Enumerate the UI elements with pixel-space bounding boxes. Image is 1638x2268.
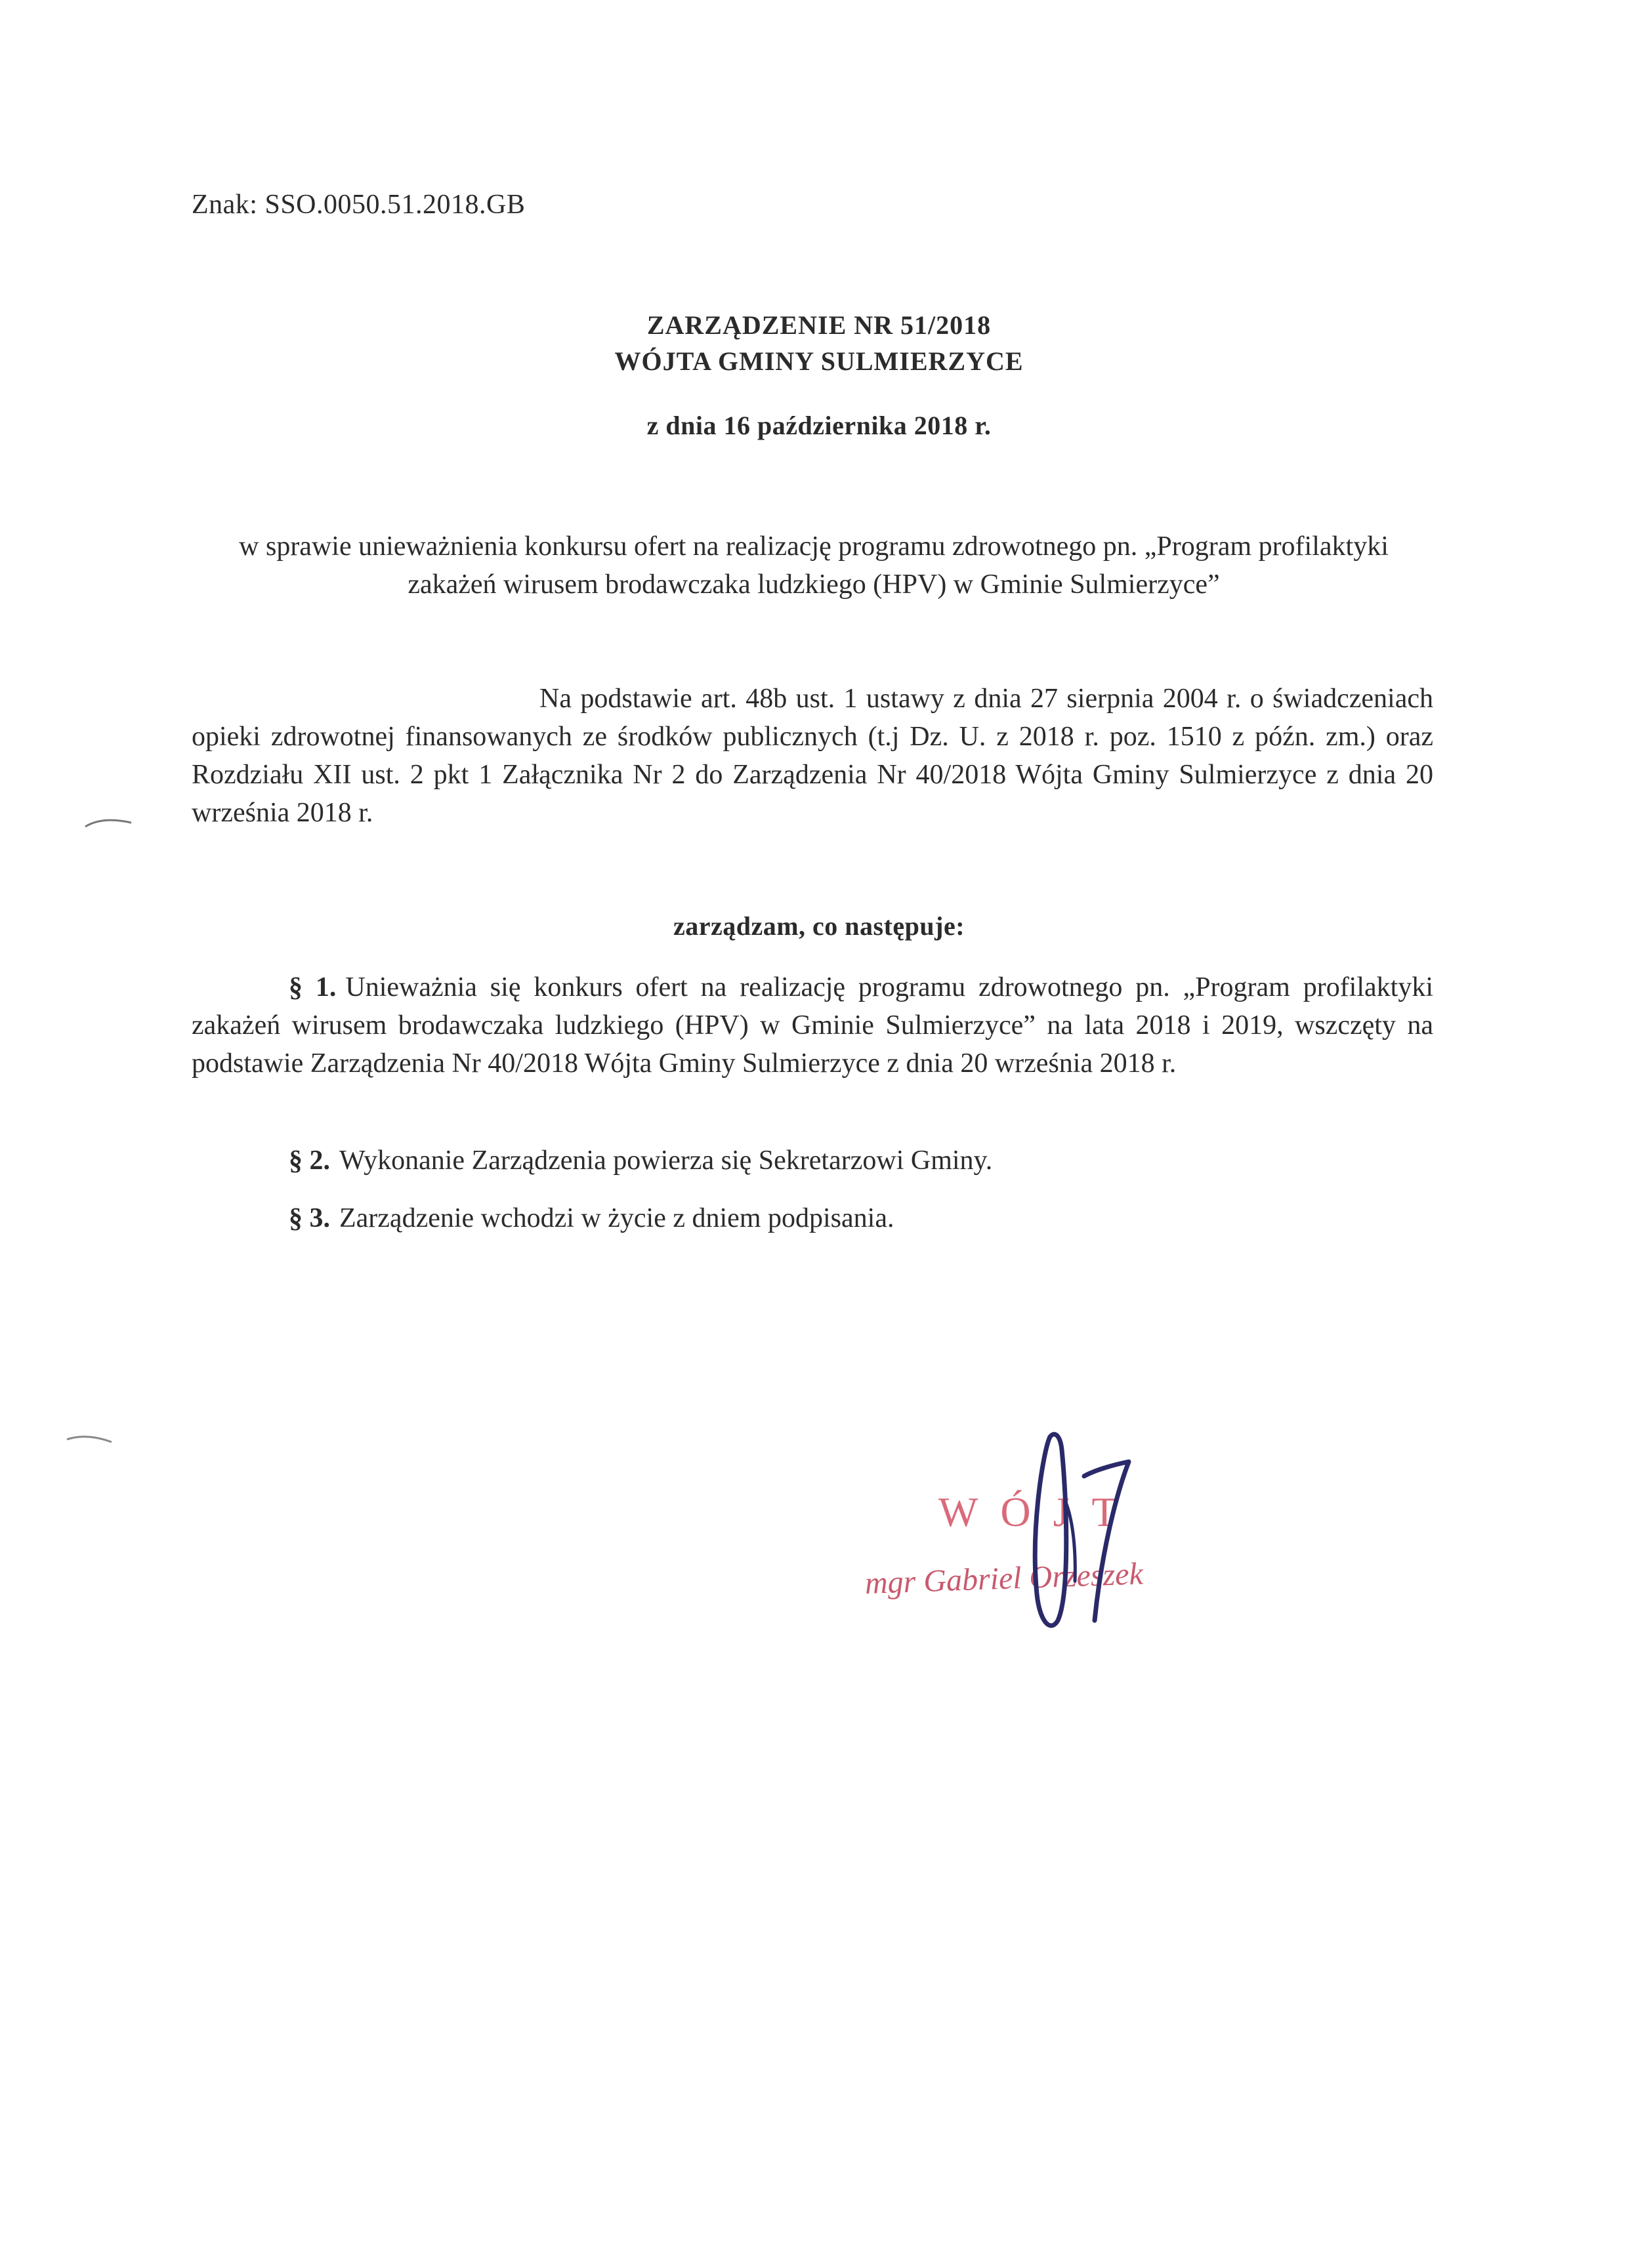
section-3 (192, 1199, 1433, 1237)
reference-code: Znak: SSO.0050.51.2018.GB (192, 190, 526, 220)
margin-mark-bottom (64, 1428, 117, 1447)
stamp-name: mgr Gabriel Orzeszek (864, 1556, 1144, 1601)
section-1-text: Unieważnia się konkurs ofert na realizację programu zdrowotnego pn. „Program profilaktyki zakażeń wirusem brodawczaka ludzkiego (HPV) w Gminie Sulmierzyce” na lata 2018 i 2019, wszczęty na podstawie Zarządzenia Nr 40/2018 Wójta Gminy Sulmierzyce z dnia 20 września 2018 r. (192, 972, 1434, 1079)
section-3-mark: § 3. (289, 1203, 330, 1233)
margin-mark-top (83, 812, 135, 832)
issuer-title: WÓJTA GMINY SULMIERZYCE (614, 346, 1024, 376)
decree-heading: zarządzam, co następuje: (673, 911, 965, 941)
decree-subject: w sprawie unieważnienia konkursu ofert na realizację programu zdrowotnego pn. „Program profilaktyki zakażeń wirusem brodawczaka ludzkiego (HPV) w Gminie Sulmierzyce” (239, 531, 1389, 600)
section-1 (192, 968, 1433, 1082)
stamp-title: WÓJT (938, 1489, 1140, 1535)
decree-title: ZARZĄDZENIE NR 51/2018 (646, 310, 992, 340)
section-2 (192, 1142, 1433, 1180)
section-3-text: Zarządzenie wchodzi w życie z dniem podpisania. (339, 1203, 894, 1233)
section-2-mark: § 2. (289, 1145, 330, 1176)
section-2-text: Wykonanie Zarządzenia powierza się Sekretarzowi Gminy. (339, 1145, 993, 1176)
decree-date: z dnia 16 października 2018 r. (646, 411, 992, 440)
legal-basis: Na podstawie art. 48b ust. 1 ustawy z dnia 27 sierpnia 2004 r. o świadczeniach opieki zdrowotnej finansowanych ze środków publicznych (t.j Dz. U. z 2018 r. poz. 1510 z późn. zm.) oraz Rozdziału XII ust. 2 pkt 1 Załącznika Nr 2 do Zarządzenia Nr 40/2018 Wójta Gminy Sulmierzyce z dnia 20 września 2018 r. (192, 684, 1433, 828)
handwritten-signature (1024, 1424, 1142, 1640)
section-1-mark: § 1. (289, 972, 337, 1002)
